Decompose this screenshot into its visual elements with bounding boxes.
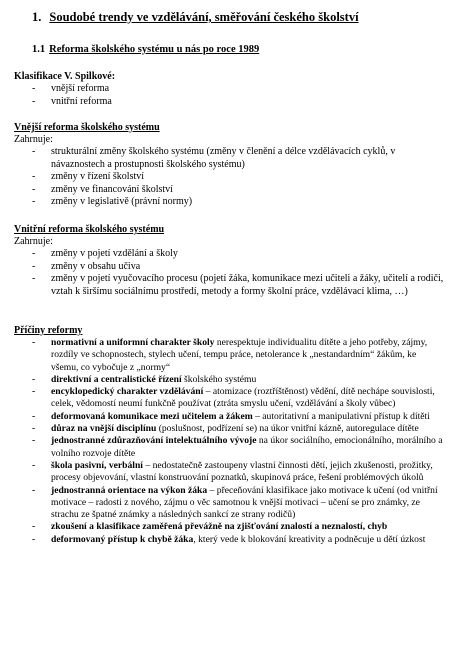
internal-reform-intro: Zahrnuje: <box>14 236 53 247</box>
reform-reasons-title: Příčiny reformy <box>14 325 83 336</box>
list-item <box>0 423 453 435</box>
list-item <box>0 521 453 533</box>
list-item <box>0 386 453 411</box>
list-item <box>0 435 453 460</box>
list-item <box>0 337 453 374</box>
bullet-dash: - <box>32 533 36 545</box>
bullet-dash: - <box>32 248 36 259</box>
bullet-dash: - <box>32 521 36 533</box>
bullet-dash: - <box>32 273 36 284</box>
list-item <box>0 184 453 197</box>
reason-bold-text: důraz na vnější disciplínu <box>51 423 157 435</box>
bullet-dash: - <box>32 83 36 94</box>
bullet-dash: - <box>32 260 36 272</box>
bullet-dash: - <box>32 423 36 435</box>
bullet-dash: - <box>32 484 36 496</box>
list-item <box>0 374 453 386</box>
list-item-text: vnitřní reforma <box>51 95 112 107</box>
reason-text: – přeceňování klasifikace jako motivace k učení (od vnitřní motivace – radosti z nového, zájmu o věc samotnou k vnější motivaci – učení se pro známky, ze strachu ze špatné známky a následných sankcí ze strany rodičů) <box>51 484 438 521</box>
reason-text: (poslušnost, podřízení se) na úkor vnitřní kázně, autoregulace dítěte <box>156 423 419 435</box>
external-reform-title: Vnější reforma školského systému <box>14 122 160 133</box>
bullet-dash: - <box>32 146 36 157</box>
list-item-text: strukturální změny školského systému (změny v členění a délce vzdělávacích cyklů, v návaznostech a prostupnosti školského systému) <box>51 146 396 170</box>
list-item-text: změny v obsahu učiva <box>51 260 141 272</box>
list-item-text: změny ve financování školství <box>51 183 173 195</box>
reason-text: – autoritativní a manipulativní přístup k dítěti <box>252 410 430 422</box>
reason-bold-text: zkoušení a klasifikace zaměřená převážně na zjišťování znalostí a neznalostí, chyb <box>51 521 388 533</box>
reason-text: na úkor sociálního, emocionálního, morálního a volního rozvoje dítěte <box>51 435 443 459</box>
bullet-dash: - <box>32 183 36 195</box>
list-item-text: vnější reforma <box>51 83 110 94</box>
list-item <box>0 146 453 171</box>
reason-bold-text: normativní a uniformní charakter školy <box>51 337 215 348</box>
reform-reasons-list <box>0 337 453 546</box>
reason-text: školského systému <box>181 373 257 385</box>
reason-bold-text: škola pasivní, verbální <box>51 459 143 471</box>
reason-text: nerespektuje individualitu dítěte a jeho potřeby, zájmy, rozdíly ve schopnostech, stylech učení, tempu práce, netolerance k „nestandardním“ žákům, ke všemu, co vybočuje z „normy“ <box>51 337 428 373</box>
reason-text: – atomizace (roztříštěnost) vědění, dítě nechápe souvislosti, celek, vědomostí neumí funkčně používat (ztráta smyslu učení, vzdělávání a školy vůbec) <box>51 386 435 410</box>
bullet-dash: - <box>32 171 36 182</box>
list-item <box>0 196 453 209</box>
bullet-dash: - <box>32 435 36 447</box>
chapter-heading <box>32 10 359 25</box>
chapter-title: Soudobé trendy ve vzdělávání, směřování českého školství <box>49 10 359 24</box>
bullet-dash: - <box>32 459 36 471</box>
reason-bold-text: jednostranná orientace na výkon žáka <box>51 484 208 496</box>
reason-bold-text: deformovaná komunikace mezi učitelem a žákem <box>51 410 253 422</box>
classification-list <box>0 83 453 108</box>
list-item-text: změny v legislativě (právní normy) <box>51 196 193 207</box>
bullet-dash: - <box>32 386 36 398</box>
reason-bold-text: direktivní a centralistické řízení <box>51 373 182 385</box>
reason-bold-text: encyklopedický charakter vzdělávání <box>51 386 204 398</box>
list-item <box>0 261 453 274</box>
classification-title: Klasifikace V. Spilkové: <box>14 71 116 82</box>
bullet-dash: - <box>32 410 36 422</box>
bullet-dash: - <box>32 196 36 207</box>
external-reform-intro: Zahrnuje: <box>14 134 53 145</box>
list-item <box>0 411 453 423</box>
list-item-text: změny v pojetí vyučovacího procesu (pojetí žáka, komunikace mezi učiteli a žáky, učitelí a rodiči, vztah k širšímu sociálnímu prostředí, metody a formy školní práce, vzdělávací klima, …) <box>51 273 444 297</box>
list-item-text: změny v pojetí vzdělání a školy <box>51 248 178 259</box>
list-item <box>0 171 453 184</box>
chapter-number: 1. <box>32 10 42 24</box>
reason-text: – nedostatečně zastoupeny vlastní činnosti dětí, jejich zkušenosti, prožitky, procesy objevování, vlastní konstruování poznatků, skupinová práce, řešení problémových úkolů <box>51 459 433 484</box>
list-item <box>0 485 453 522</box>
list-item-text: změny v řízení školství <box>51 171 145 182</box>
list-item <box>0 83 453 96</box>
section-number: 1.1 <box>32 44 46 55</box>
list-item <box>0 248 453 261</box>
bullet-dash: - <box>32 373 36 385</box>
list-item <box>0 96 453 109</box>
internal-reform-list <box>0 248 453 298</box>
reason-text: , který vede k blokování kreativity a podněcuje u dětí úzkost <box>193 533 426 545</box>
bullet-dash: - <box>32 337 36 348</box>
external-reform-list <box>0 146 453 209</box>
reason-bold-text: jednostranné zdůrazňování intelektuálního vývoje <box>51 435 257 447</box>
list-item <box>0 460 453 485</box>
section-title: Reforma školského systému u nás po roce 1989 <box>49 44 260 55</box>
bullet-dash: - <box>32 95 36 107</box>
list-item <box>0 534 453 546</box>
list-item <box>0 273 453 298</box>
section-heading <box>32 44 259 55</box>
internal-reform-title: Vnitřní reforma školského systému <box>14 224 165 235</box>
reason-bold-text: deformovaný přístup k chybě žáka <box>51 533 194 545</box>
